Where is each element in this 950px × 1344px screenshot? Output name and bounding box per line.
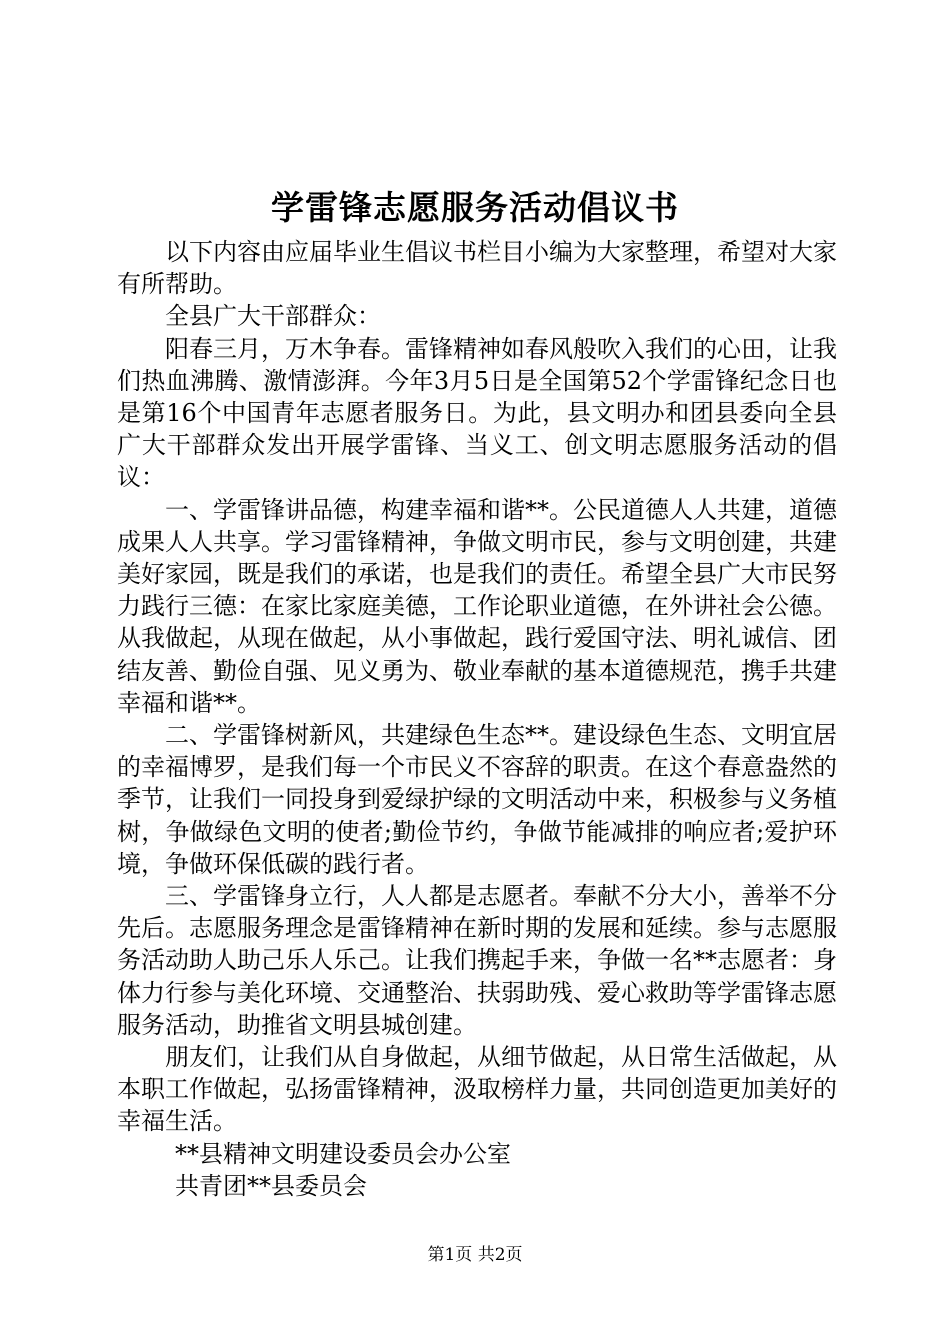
opening-paragraph: 阳春三月，万木争春。雷锋精神如春风般吹入我们的心田，让我们热血沸腾、激情澎湃。今年3月5日是全国第52个学雷锋纪念日也是第16个中国青年志愿者服务日。为此，县文明办和团县委向全县广大干部群众发出开展学雷锋、当义工、创文明志愿服务活动的倡议： [117, 334, 837, 492]
intro-paragraph: 以下内容由应届毕业生倡议书栏目小编为大家整理，希望对大家有所帮助。 [117, 238, 837, 299]
signature-youth-league: 共青团**县委员会 [175, 1171, 367, 1200]
proposal-one-paragraph: 一、学雷锋讲品德，构建幸福和谐**。公民道德人人共建，道德成果人人共享。学习雷锋精神，争做文明市民，参与文明创建，共建美好家园，既是我们的承诺，也是我们的责任。希望全县广大市民努力践行三德：在家比家庭美德，工作论职业道德，在外讲社会公德。从我做起，从现在做起，从小事做起，践行爱国守法、明礼诚信、团结友善、勤俭自强、见义勇为、敬业奉献的基本道德规范，携手共建幸福和谐**。 [117, 495, 837, 717]
document-title: 学雷锋志愿服务活动倡议书 [271, 188, 679, 227]
signature-office: **县精神文明建设委员会办公室 [175, 1139, 511, 1168]
salutation: 全县广大干部群众： [165, 302, 381, 331]
document-body [117, 236, 837, 1202]
closing-paragraph: 朋友们，让我们从自身做起，从细节做起，从日常生活做起，从本职工作做起，弘扬雷锋精神，汲取榜样力量，共同创造更加美好的幸福生活。 [117, 1043, 837, 1136]
page-number-footer: 第1页 共2页 [427, 1245, 523, 1265]
proposal-three-paragraph: 三、学雷锋身立行，人人都是志愿者。奉献不分大小，善举不分先后。志愿服务理念是雷锋精神在新时期的发展和延续。参与志愿服务活动助人助己乐人乐己。让我们携起手来，争做一名**志愿者：身体力行参与美化环境、交通整治、扶弱助残、爱心救助等学雷锋志愿服务活动，助推省文明县城创建。 [117, 882, 837, 1039]
proposal-two-paragraph: 二、学雷锋树新风，共建绿色生态**。建设绿色生态、文明宜居的幸福博罗，是我们每一个市民义不容辞的职责。在这个春意盎然的季节，让我们一同投身到爱绿护绿的文明活动中来，积极参与义务植树，争做绿色文明的使者;勤俭节约，争做节能减排的响应者;爱护环境，争做环保低碳的践行者。 [117, 721, 837, 878]
